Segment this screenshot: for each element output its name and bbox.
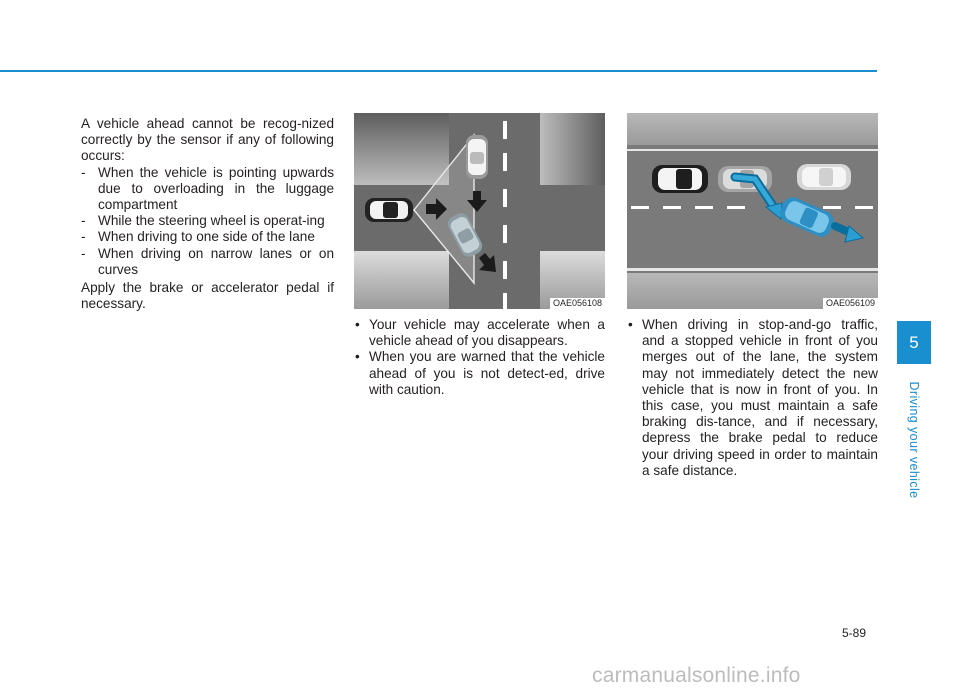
page-number: 5-89 [842,626,867,640]
car-icon [466,135,488,179]
figure-code: OAE056109 [823,298,878,309]
bullet-item: • When driving in stop-and-go traffic, and a stopped vehicle in front of you merges out of the lane, the system may not immediately detect the new vehicle that is now in front of you. In this case, you must maintain a safe braking dis-tance, and if necessary, depress the brake pedal to reduce your driving speed in order to maintain a safe distance. [627,317,878,479]
bullet-item: • Your vehicle may accelerate when a vehicle ahead of you disappears. [354,317,605,349]
condition-item: - When the vehicle is pointing upwards due to overloading in the luggage compartment [81,165,334,214]
header-rule [0,70,877,72]
figure-intersection [354,113,605,309]
text-column-3 [627,317,878,479]
bullet-item: • When you are warned that the vehicle ahead of you is not detect-ed, drive with caution. [354,349,605,398]
intersection-illustration [354,113,605,309]
chapter-title: Driving your vehicle [907,381,921,499]
intro-paragraph: A vehicle ahead cannot be recog-nized correctly by the sensor if any of following occurs: [81,116,334,164]
car-icon [797,164,851,190]
car-icon [365,198,413,222]
text-column-1 [81,116,334,312]
lane-change-illustration [627,113,878,309]
condition-item: - While the steering wheel is operat-ing [81,213,334,229]
figure-lane-change [627,113,878,309]
chapter-tab: 5 [897,321,931,364]
figure-code: OAE056108 [550,298,605,309]
condition-item: - When driving on narrow lanes or on curves [81,246,334,278]
condition-item: - When driving to one side of the lane [81,229,334,245]
text-column-2 [354,317,605,398]
watermark: carmanualsonline.info [592,664,801,687]
car-icon [652,165,708,193]
closing-paragraph: Apply the brake or accelerator pedal if necessary. [81,280,334,312]
